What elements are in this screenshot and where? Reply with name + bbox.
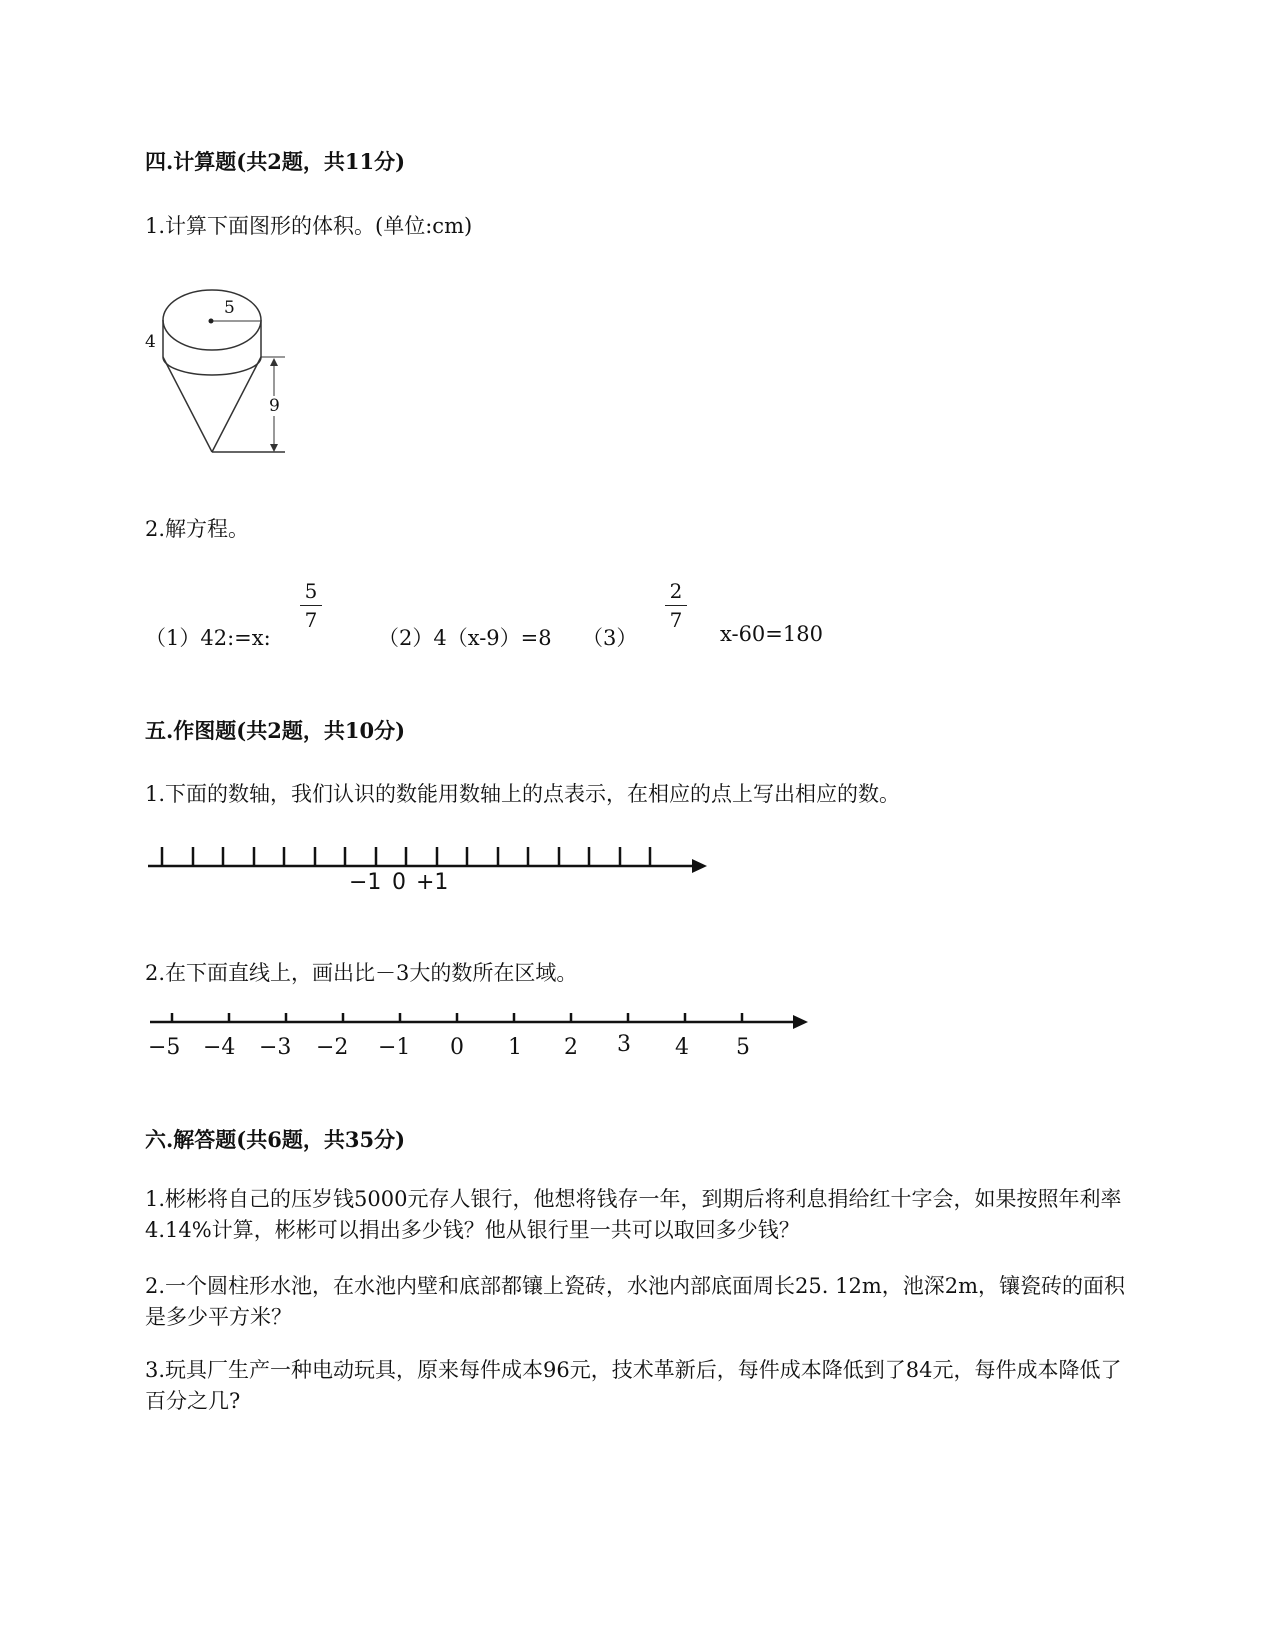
cone-height-label: 9: [269, 396, 280, 416]
tick-label-minus-1: −1: [378, 1035, 411, 1060]
tick-label-minus-5: −5: [148, 1035, 181, 1060]
fraction-numerator: 5: [304, 579, 318, 603]
section6-heading: 六.解答题(共6题，共35分): [145, 1127, 406, 1152]
radius-label: 5: [224, 298, 235, 318]
equation-3-suffix: x-60=180: [720, 622, 823, 646]
equation-2: （2）4（x-9）=8: [378, 626, 552, 650]
tick-label-plus-1: +1: [416, 870, 449, 895]
tick-label-3: 3: [617, 1032, 631, 1057]
section6-q1: 1.彬彬将自己的压岁钱5000元存人银行，他想将钱存一年，到期后将利息捐给红十字会，如果按照年利率4.14%计算，彬彬可以捐出多少钱？他从银行里一共可以取回多少钱？: [145, 1187, 1122, 1242]
section5-q2-text: 2.在下面直线上，画出比－3大的数所在区域。: [145, 961, 578, 985]
equation-1: （1）42:=x:: [145, 626, 271, 650]
section5-q1-text: 1.下面的数轴，我们认识的数能用数轴上的点表示，在相应的点上写出相应的数。: [145, 782, 901, 806]
section6-q3: 3.玩具厂生产一种电动玩具，原来每件成本96元，技术革新后，每件成本降低到了84元，每件成本降低了百分之几?: [145, 1358, 1122, 1413]
section4-q2-text: 2.解方程。: [145, 517, 250, 541]
cylinder-height-label: 4: [145, 332, 156, 352]
fraction-denominator: 7: [669, 608, 683, 632]
section4-heading: 四.计算题(共2题，共11分): [145, 149, 406, 174]
fraction-denominator: 7: [304, 608, 318, 632]
tick-label-4: 4: [675, 1035, 689, 1060]
section5-heading: 五.作图题(共2题，共10分): [145, 718, 406, 743]
section4-q1-text: 1.计算下面图形的体积。(单位:cm): [145, 214, 473, 238]
tick-label-minus-3: −3: [259, 1035, 292, 1060]
tick-label-5: 5: [736, 1035, 750, 1060]
tick-label-minus-4: −4: [203, 1035, 236, 1060]
number-line-2: [0, 0, 830, 1070]
tick-label-2: 2: [564, 1035, 578, 1060]
equation-3-prefix: （3）: [582, 626, 638, 650]
section6-q2: 2.一个圆柱形水池，在水池内壁和底部都镶上瓷砖，水池内部底面周长25. 12m，池深2m，镶瓷砖的面积是多少平方米？: [145, 1274, 1126, 1329]
tick-label-1: 1: [508, 1035, 522, 1060]
tick-label-0: 0: [392, 870, 406, 895]
tick-label-minus-1: −1: [349, 870, 382, 895]
fraction-numerator: 2: [669, 579, 683, 603]
tick-label-minus-2: −2: [316, 1035, 349, 1060]
tick-label-0: 0: [450, 1035, 464, 1060]
